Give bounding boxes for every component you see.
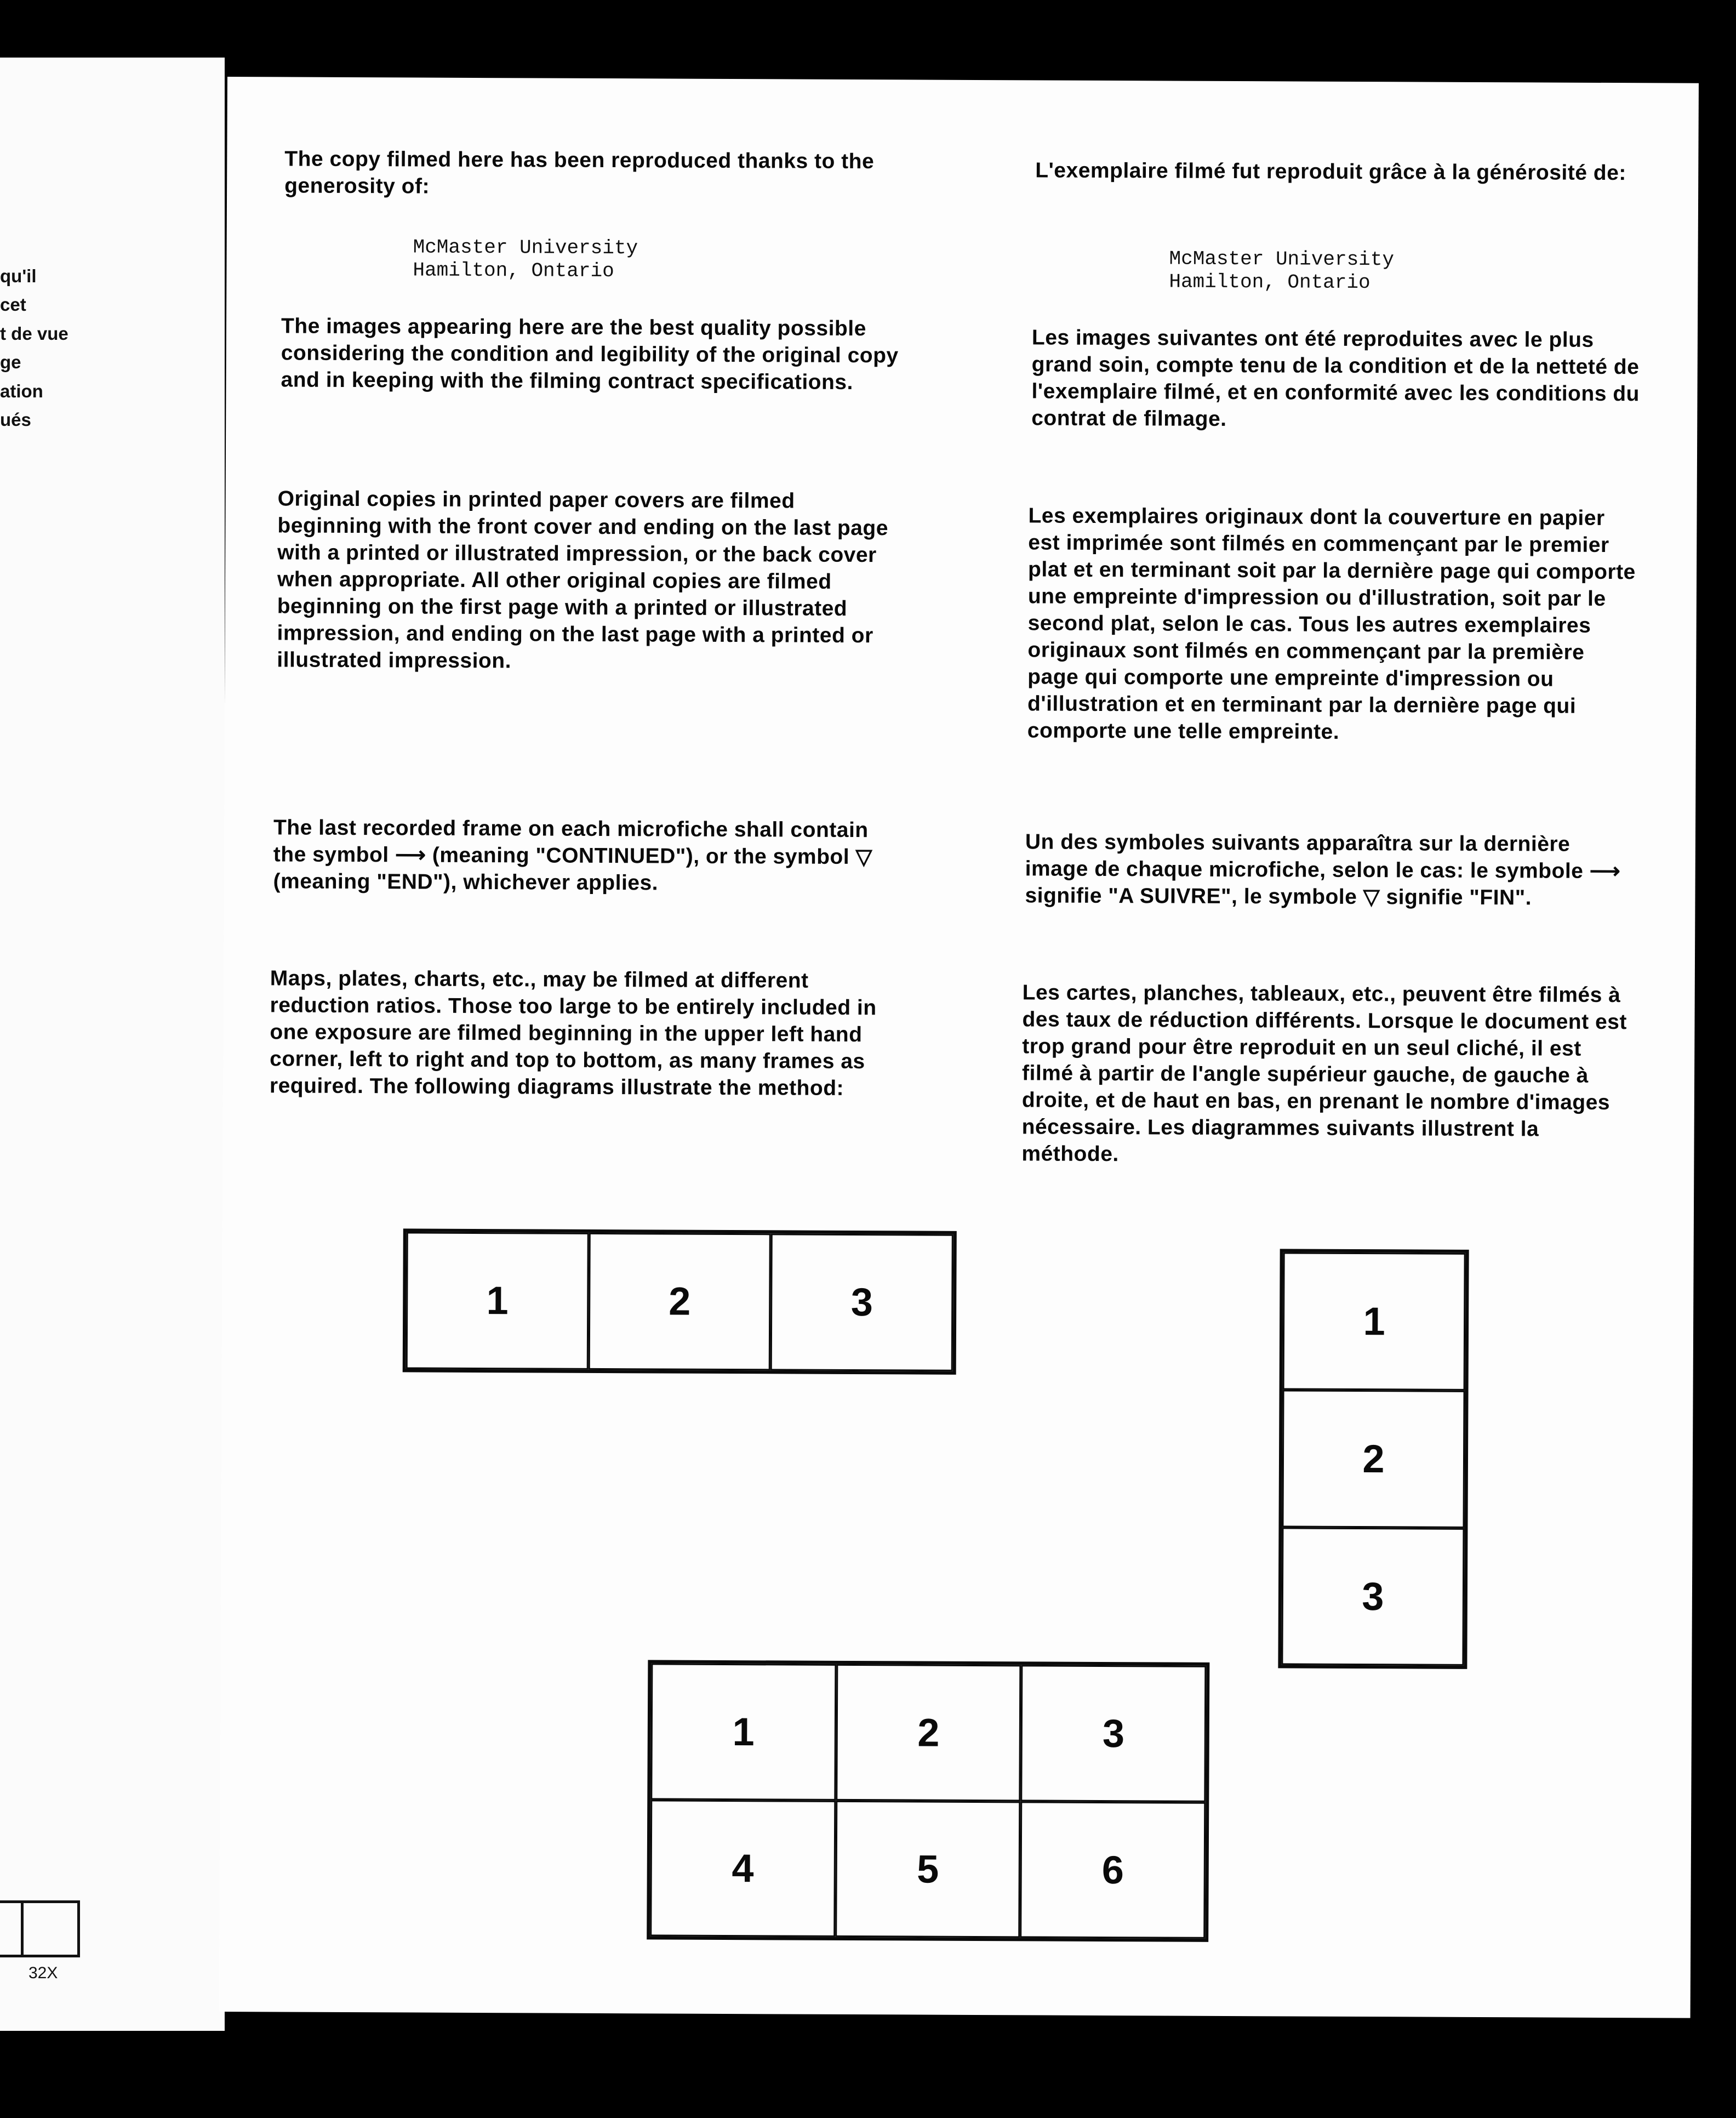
frame-cell: 1 (1283, 1252, 1466, 1390)
previous-page-label: 32X (28, 1964, 58, 1982)
frame-cell: 4 (650, 1800, 836, 1937)
frame-cell: 3 (1021, 1665, 1207, 1802)
french-maps-note: Les cartes, planches, tableaux, etc., peuvent être filmés à des taux de réduction différents. Lorsque le document est trop grand pour être reproduit en un seul cliché, il est filmé à partir de l'angle supérieur gauche, de gauche à droite, et de haut en bas, en prenant le nombre d'images nécessaire. Les diagrammes suivants illustrent la méthode. (1021, 981, 1627, 1166)
previous-page-fragment: t de vue (0, 323, 68, 344)
end-triangle-icon: ▽ (1363, 885, 1380, 909)
english-acknowledgement: The copy filmed here has been reproduced thanks to the generosity of: (284, 147, 875, 198)
french-acknowledgement: L'exemplaire filmé fut reproduit grâce à la générosité de: (1035, 158, 1626, 185)
frame-cell: 3 (1281, 1527, 1464, 1665)
diagram-vertical-frames (1278, 1249, 1469, 1669)
previous-page-diagram (0, 1900, 80, 1957)
previous-page-fragment: ation (0, 381, 43, 401)
continued-arrow-icon: ⟶ (395, 843, 426, 867)
english-quality-note: The images appearing here are the best quality possible considering the condition and legibility of the original copy and in keeping with the filming contract specifications. (281, 314, 899, 394)
previous-page-fragment: ge (0, 352, 21, 372)
french-quality-note: Les images suivantes ont été reproduites avec le plus grand soin, compte tenu de la condition et de la netteté de l'exemplaire filmé, et en conformité avec les conditions du contrat de filmage. (1031, 326, 1640, 431)
end-triangle-icon: ▽ (855, 845, 873, 869)
english-institution-location: Hamilton, Ontario (413, 259, 614, 283)
english-filming-order: Original copies in printed paper covers are filmed beginning with the front cover and ending on the last page with a printed or illustrated impression, or the back cover when appropriate. All other original copies are filmed beginning on the first page with a printed or illustrated impression, and ending on the last page with a printed or illustrated impression. (277, 487, 889, 673)
english-maps-note: Maps, plates, charts, etc., may be filmed at different reduction ratios. Those too large to be entirely included in one exposure are filmed beginning in the upper left hand corner, left to right and top to bottom, as many frames as required. The following diagrams illustrate the method: (269, 966, 877, 1100)
diagram-horizontal-frames (403, 1228, 957, 1374)
french-filming-order: Les exemplaires originaux dont la couverture en papier est imprimée sont filmés en commençant par le premier plat et en terminant soit par la dernière page qui comporte une empreinte d'impression ou d'illustration, soit par le second plat, selon le cas. Tous les autres exemplaires originaux sont filmés en commençant par la première page qui comporte une empreinte d'impression ou d'illustration et en terminant par la dernière page qui comporte une telle empreinte. (1027, 504, 1636, 744)
frame-cell: 6 (1020, 1801, 1206, 1938)
english-symbols-note: The last recorded frame on each microfiche shall contain the symbol ⟶ (meaning "CONTINUED"), or the symbol ▽ (meaning "END"), whichever applies. (273, 816, 873, 895)
frame-cell: 1 (406, 1232, 589, 1369)
previous-page-fragment: cet (0, 294, 26, 315)
diagram-grid-frames (647, 1660, 1209, 1942)
frame-cell: 2 (1282, 1390, 1465, 1528)
previous-page-fragment: qu'il (0, 266, 37, 286)
continued-arrow-icon: ⟶ (1589, 859, 1621, 884)
english-institution-name: McMaster University (413, 236, 638, 260)
frame-cell: 3 (770, 1233, 953, 1371)
french-symbols-note: Un des symboles suivants apparaîtra sur la dernière image de chaque microfiche, selon le cas: le symbole ⟶ signifie "A SUIVRE", le symbole ▽ signifie "FIN". (1025, 830, 1621, 910)
frame-cell: 5 (835, 1801, 1021, 1938)
french-institution-name: McMaster University (1169, 247, 1395, 271)
frame-cell: 2 (836, 1664, 1021, 1801)
previous-page-fragment: ués (0, 409, 31, 430)
previous-page-edge (0, 58, 225, 2031)
document-page (219, 77, 1699, 2018)
frame-cell: 1 (650, 1663, 836, 1800)
frame-cell: 2 (588, 1233, 771, 1370)
french-institution-location: Hamilton, Ontario (1169, 270, 1370, 294)
